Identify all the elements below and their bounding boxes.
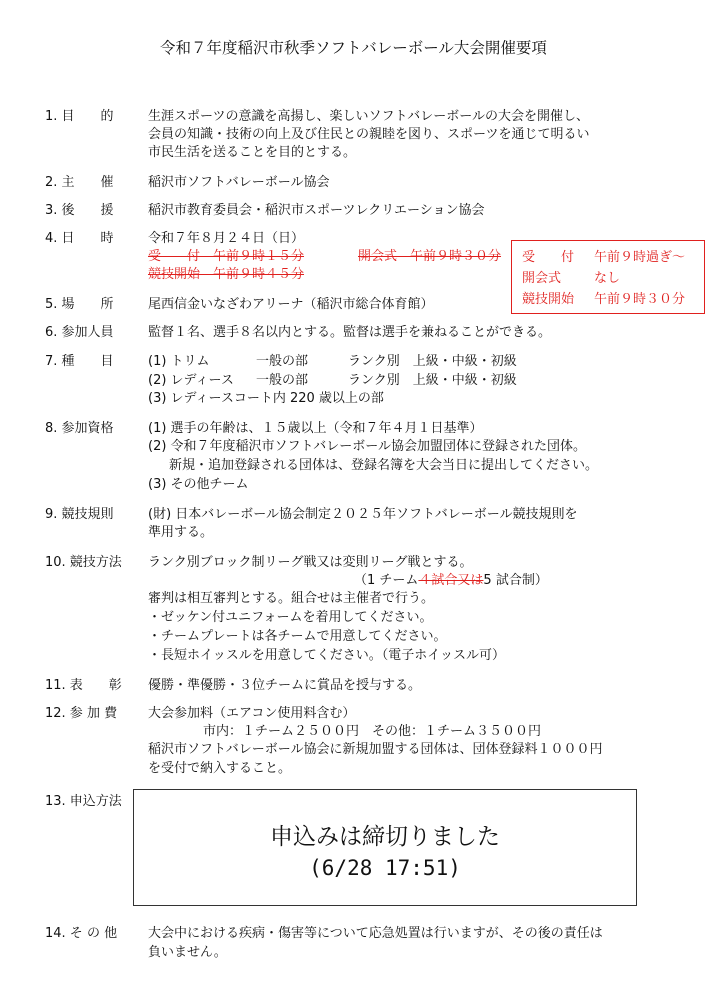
other-line: 負いません。 xyxy=(148,945,227,960)
fee-line: 大会参加料（エアコン使用料含む） xyxy=(148,706,356,721)
section-label-support: 3. 後 援 xyxy=(45,203,114,218)
eligibility-line: (3) その他チーム xyxy=(148,477,249,492)
section-label-venue: 5. 場 所 xyxy=(45,297,114,312)
eligibility-line: (1) 選手の年齢は、１５歳以上（令和７年４月１日基準） xyxy=(148,421,483,436)
method-bullet: ・ゼッケン付ユニフォームを着用してください。 xyxy=(148,610,433,625)
section-label-apply: 13. 申込方法 xyxy=(45,794,122,809)
section-label-rules: 9. 競技規則 xyxy=(45,507,114,522)
purpose-line: 生涯スポーツの意識を高揚し、楽しいソフトバレーボールの大会を開催し、 xyxy=(148,109,589,124)
section-label-events: 7. 種 目 xyxy=(45,354,114,369)
struck-reception-time: 受 付 午前９時１５分 xyxy=(148,249,305,264)
section-label-eligibility: 8. 参加資格 xyxy=(45,421,114,436)
section-label-fee: 12. 参 加 費 xyxy=(45,706,118,721)
schedule-correction-box xyxy=(511,240,705,314)
method-line: ランク別ブロック制リーグ戦又は変則リーグ戦とする。 xyxy=(148,555,473,570)
method-bullet: ・長短ホイッスルを用意してください。（電子ホイッスル可） xyxy=(148,648,505,663)
rules-line: (財) 日本バレーボール協会制定２０２５年ソフトバレーボール競技規則を xyxy=(148,507,578,522)
purpose-line: 市民生活を送ることを目的とする。 xyxy=(148,145,357,160)
purpose-line: 会員の知識・技術の向上及び住民との親睦を図り、スポーツを通じて明るい xyxy=(148,127,590,142)
correction-row: 受 付 午前９時過ぎ～ xyxy=(522,250,686,265)
application-closed-notice: 申込みは締切りました xyxy=(270,824,500,850)
section-label-purpose: 1. 目 的 xyxy=(45,109,114,124)
support-text: 稲沢市教育委員会・稲沢市スポーツレクリエーション協会 xyxy=(148,203,485,218)
struck-start-time: 競技開始 午前９時４５分 xyxy=(148,267,305,282)
games-per-team: （1 チーム４試合又は5 試合制） xyxy=(354,573,548,588)
method-bullet: ・チームプレートは各チームで用意してください。 xyxy=(148,629,447,644)
section-label-datetime: 4. 日 時 xyxy=(45,231,114,246)
event-row: (1) トリム 一般の部 ランク別 上級・中級・初級 xyxy=(148,354,517,369)
fee-line: 稲沢市ソフトバレーボール協会に新規加盟する団体は、団体登録料１０００円 xyxy=(148,742,603,757)
section-label-other: 14. そ の 他 xyxy=(45,926,118,941)
event-row: (2) レディース 一般の部 ランク別 上級・中級・初級 xyxy=(148,373,517,388)
participants-text: 監督１名、選手８名以内とする。監督は選手を兼ねることができる。 xyxy=(148,325,552,340)
struck-opening-time: 開会式 午前９時３０分 xyxy=(358,249,502,264)
section-label-awards: 11. 表 彰 xyxy=(45,678,122,693)
organizer-text: 稲沢市ソフトバレーボール協会 xyxy=(148,175,330,190)
section-label-participants: 6. 参加人員 xyxy=(45,325,114,340)
correction-row: 競技開始 午前９時３０分 xyxy=(522,292,686,307)
venue-text: 尾西信金いなざわアリーナ（稲沢市総合体育館） xyxy=(148,297,434,312)
method-line: 審判は相互審判とする。組合せは主催者で行う。 xyxy=(148,591,435,606)
section-label-method: 10. 競技方法 xyxy=(45,555,122,570)
section-label-organizer: 2. 主 催 xyxy=(45,175,114,190)
event-date: 令和７年８月２４日（日） xyxy=(148,231,305,246)
page-title: 令和７年度稲沢市秋季ソフトバレーボール大会開催要項 xyxy=(160,39,547,57)
correction-row: 開会式 なし xyxy=(522,271,621,286)
fee-line: を受付で納入すること。 xyxy=(148,761,292,776)
rules-line: 準用する。 xyxy=(148,525,214,540)
other-line: 大会中における疾病・傷害等について応急処置は行いますが、その後の責任は xyxy=(148,926,603,941)
application-closed-time: (6/28 17:51) xyxy=(309,856,461,880)
awards-text: 優勝・準優勝・３位チームに賞品を授与する。 xyxy=(148,678,422,693)
event-row: (3) レディースコート内 220 歳以上の部 xyxy=(148,391,384,406)
fee-line: 市内：１チーム２５００円 その他：１チーム３５００円 xyxy=(203,724,542,739)
eligibility-line: 新規・追加登録される団体は、登録名簿を大会当日に提出してください。 xyxy=(169,458,599,473)
eligibility-line: (2) 令和７年度稲沢市ソフトバレーボール協会加盟団体に登録された団体。 xyxy=(148,439,587,454)
application-closed-box xyxy=(133,789,637,906)
